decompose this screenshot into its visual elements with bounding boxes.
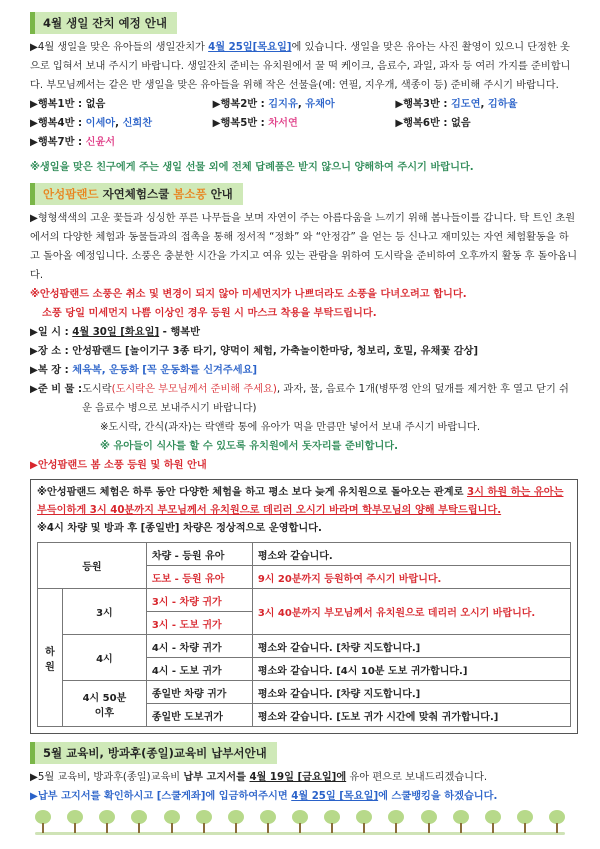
schedule-box: ※안성팜랜드 체험은 하루 동안 다양한 체험을 하고 평소 보다 늦게 유치원으로 돌아오는 관계로 3시 하원 하는 유아는 부득이하게 3시 40분까지 부모님께서 유치원으로 데리러 오시기 바라며 학부모님의 양해 부탁드립니다. ※4시 차량 및 방과 후 [종일반] 차량은 정상적으로 운영합니다. 등원 차량 - 등원 유아 평소와 같습니다. 도보 - 등원 유아 9시 20분까지 등원하여 주시기 바랍니다. 하원 3시 3시 - 차량 귀가 3시 40분까지 부모님께서 유치원으로 데리러 오시기 바랍니다. 3시 - 도보 귀가 4시 4시 - 차량 귀가 평소와 같습니다. [차량 지도합니다.] 4시 - 도보 귀가 평소와 같습니다. [4시 10분 도보 귀가합니다.] 4시 50분 이후 종일반 차량 귀가 평소와 같습니다. [차량 지도합니다.] 종일반 도보귀가 평소와 같습니다. [도보 귀가 시간에 맞춰 귀가합니다.] xyxy=(30,479,578,734)
supplies-note-2: ※ 유아들이 식사를 할 수 있도록 유치원에서 돗자리를 준비합니다. xyxy=(100,441,399,452)
picnic-intro: ▶형형색색의 고운 꽃들과 싱싱한 푸른 나무들을 보며 자연이 주는 아름다움을 느끼기 위해 봄나들이를 갑니다. 탁 트인 초원에서의 다양한 체험과 동물들과의 접촉을 통해 정서적 “정화” 와 “안정감” 을 얻는 등 신나고 재미있는 자연 체험활동을 하고 돌아올 예정입니다. 소풍은 충분한 시간을 가지고 여유 있는 관람을 위하여 도시락을 준비하여 오후까지 활동 후 돌아옵니다. xyxy=(30,213,578,281)
tree-icon xyxy=(517,810,533,834)
picnic-warning: ※안성팜랜드 소풍은 취소 및 변경이 되지 않아 미세먼지가 나쁘더라도 소풍을 다녀오려고 합니다. xyxy=(30,289,467,300)
table-row: 4시 - 도보 귀가 평소와 같습니다. [4시 10분 도보 귀가합니다.] xyxy=(38,658,571,681)
table-row: 3시 - 도보 귀가 xyxy=(38,612,571,635)
schedule-table xyxy=(37,542,571,727)
tree-icon xyxy=(421,810,437,834)
tree-icon xyxy=(164,810,180,834)
picnic-place: ▶장 소 : 안성팜랜드 [놀이기구 3종 타기, 양먹이 체험, 가축놀이한마당, 청보리, 호밀, 유채꽃 감상] xyxy=(30,346,479,357)
tree-icon xyxy=(99,810,115,834)
tree-icon xyxy=(196,810,212,834)
tree-icon xyxy=(453,810,469,834)
section-title-fees: 5월 교육비, 방과후(종일)교육비 납부서안내 xyxy=(30,742,277,764)
tree-icon xyxy=(228,810,244,834)
picnic-date: ▶일 시 : 4월 30일 [화요일] - 행복반 xyxy=(30,327,200,338)
table-row: 4시 4시 - 차량 귀가 평소와 같습니다. [차량 지도합니다.] xyxy=(38,635,571,658)
table-row: 하원 3시 3시 - 차량 귀가 3시 40분까지 부모님께서 유치원으로 데리러 오시기 바랍니다. xyxy=(38,589,571,612)
picnic-dress: ▶복 장 : 체육복, 운동화 [꼭 운동화를 신겨주세요] xyxy=(30,365,258,376)
tree-icon xyxy=(356,810,372,834)
tree-icon xyxy=(260,810,276,834)
section-title-picnic: 안성팜랜드 자연체험스쿨 봄소풍 안내 xyxy=(30,183,243,205)
class-row-3: ▶행복7반 : 신윤서 xyxy=(30,137,116,148)
picnic-schedule-subtitle: ▶안성팜랜드 봄 소풍 등원 및 하원 안내 xyxy=(30,460,207,471)
tree-icon xyxy=(131,810,147,834)
class-row-1: ▶행복1반 : 없음 ▶행복2반 : 김지유, 유채아 ▶행복3반 : 김도연, 김하율 xyxy=(30,99,518,110)
birthday-date: 4월 25일[목요일] xyxy=(208,42,292,53)
tree-icon xyxy=(292,810,308,834)
table-row: 도보 - 등원 유아 9시 20분까지 등원하여 주시기 바랍니다. xyxy=(38,566,571,589)
table-row: 등원 차량 - 등원 유아 평소와 같습니다. xyxy=(38,543,571,566)
fees-line-1: ▶5월 교육비, 방과후(종일)교육비 납부 고지서를 4월 19일 [금요일]에 유아 편으로 보내드리겠습니다. xyxy=(30,772,488,783)
footer-trees xyxy=(35,806,565,834)
table-row: 4시 50분 이후 종일반 차량 귀가 평소와 같습니다. [차량 지도합니다.] xyxy=(38,681,571,704)
document xyxy=(30,8,578,806)
birthday-paragraph: ▶4월 생일을 맞은 유아들의 생일잔치가 4월 25일[목요일]에 있습니다. 생일을 맞은 유아는 사진 촬영이 있으니 단정한 옷으로 입혀서 보내 주시기 바랍니다. 생일잔치 준비는 유치원에서 꿀 떡 케이크, 음료수, 과일, 과자 등 여러 가지를 준비합니다. 부모님께서는 같은 반 생일을 맞은 유아들을 위해 작은 선물을(예: 연필, 지우개, 색종이 등) 준비해 주시기 바랍니다. xyxy=(30,42,571,91)
tree-icon xyxy=(35,810,51,834)
section-title-birthday: 4월 생일 잔치 예정 안내 xyxy=(30,12,177,34)
tree-icon xyxy=(485,810,501,834)
tree-icon xyxy=(324,810,340,834)
picnic-supplies: ▶준 비 물 : 도시락(도시락은 부모님께서 준비해 주세요), 과자, 물, 음료수 1개(병뚜껑 안의 덮개를 제거한 후 열고 닫기 쉬운 음료수 병으로 보내주시기 바랍니다) xyxy=(30,384,569,414)
class-row-2: ▶행복4반 : 이세아, 신희찬 ▶행복5반 : 차서연 ▶행복6반 : 없음 xyxy=(30,118,471,129)
fees-line-2: ▶납부 고지서를 확인하시고 [스쿨게좌]에 입금하여주시면 4월 25일 [목요일]에 스쿨뱅킹을 하겠습니다. xyxy=(30,791,498,802)
picnic-mask-note: 소풍 당일 미세먼지 나쁨 이상인 경우 등원 시 마스크 착용을 부탁드립니다. xyxy=(42,308,377,319)
tree-icon xyxy=(67,810,83,834)
tree-icon xyxy=(549,810,565,834)
tree-icon xyxy=(388,810,404,834)
birthday-note: ※생일을 맞은 친구에게 주는 생일 선물 외에 전체 답례품은 받지 않으니 양해하여 주시기 바랍니다. xyxy=(30,162,474,173)
table-row: 종일반 도보귀가 평소와 같습니다. [도보 귀가 시간에 맞춰 귀가합니다.] xyxy=(38,704,571,727)
supplies-note-1: ※도시락, 간식(과자)는 락앤락 통에 유아가 먹을 만큼만 넣어서 보내 주시기 바랍니다. xyxy=(100,422,481,433)
